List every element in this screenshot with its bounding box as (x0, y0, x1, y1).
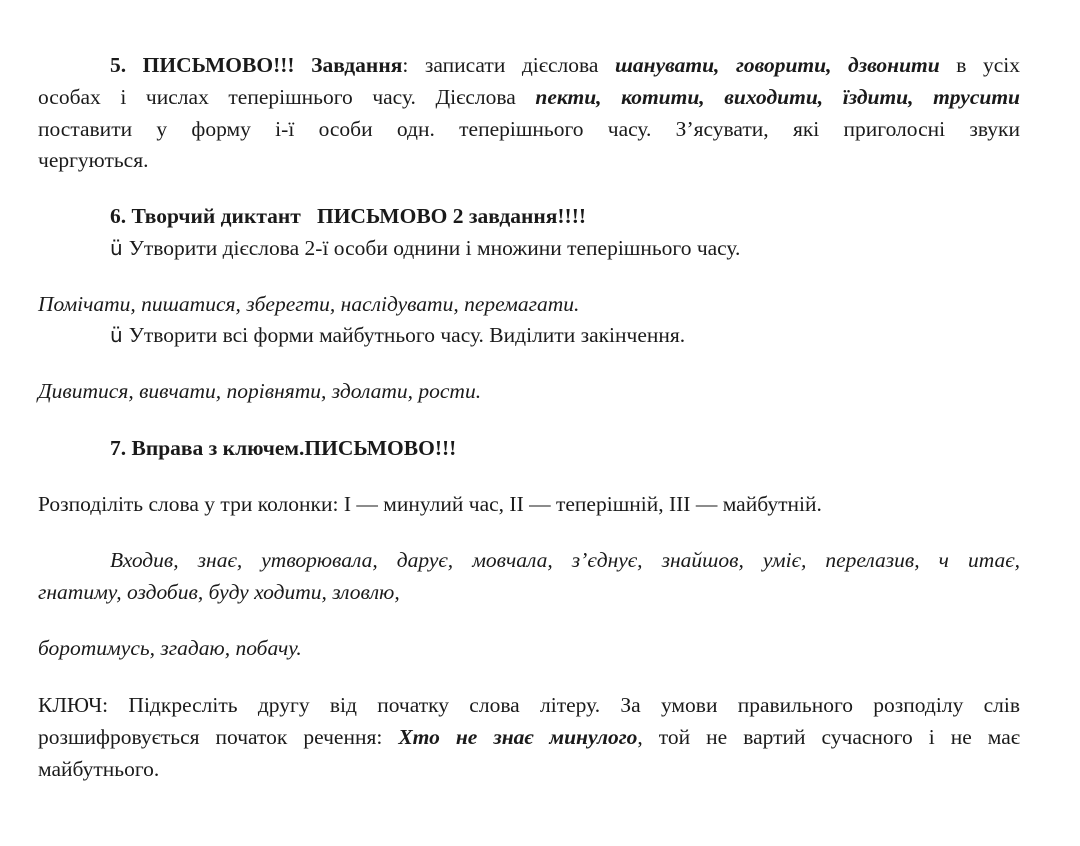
task5-line-2 (38, 84, 1020, 110)
task7-words-line-2: гнатиму, оздобив, буду ходити, зловлю, (38, 580, 400, 604)
task6-words-1: Помічати, пишатися, зберегти, наслідувати, перемагати. (38, 292, 580, 316)
task5-verbs-2: пекти, котити, виходити, їздити, трусити (535, 85, 1021, 109)
task5-line-3: поставити у форму і-ї особи одн. теперішнього часу. З’ясувати, які приголосні звуки (38, 117, 1020, 141)
key-line-1: КЛЮЧ: Підкресліть другу від початку слова літеру. За умови правильного розподілу слів (38, 693, 1020, 717)
task5-line-4: чергуються. (38, 148, 149, 172)
key-sentence: Хто не знає минулого (398, 725, 638, 749)
task6-bullet-2-text: Утворити всі форми майбутнього часу. Виділити закінчення. (128, 323, 686, 347)
task5-number: 5. ПИСЬМОВО!!! (110, 53, 295, 77)
task5-text-1b: в усіх (939, 53, 1020, 77)
task5-label: Завдання (311, 53, 403, 77)
task5-verbs-1: шанувати, говорити, дзвонити (615, 53, 940, 77)
task5-text-2a: особах і числах теперішнього часу. Дієслова (38, 85, 536, 109)
task7-words-line-3: боротимусь, згадаю, побачу. (38, 636, 302, 660)
key-line-2 (38, 724, 1020, 750)
key-text-2a: розшифровується початок речення: (38, 725, 399, 749)
task6-words-2: Дивитися, вивчати, порівняти, здолати, рости. (38, 379, 482, 403)
task7-heading: 7. Вправа з ключем.ПИСЬМОВО!!! (110, 436, 457, 460)
key-text-2b: , той не вартий сучасного і не має (637, 725, 1020, 749)
key-line-3: майбутнього. (38, 757, 160, 781)
task5-line-1 (110, 52, 1020, 78)
task6-bullet-2 (110, 322, 685, 348)
task7-words-line-1: Входив, знає, утворювала, дарує, мовчала, з’єднує, знайшов, уміє, перелазив, ч итає, (110, 548, 1020, 572)
task5-text-1a: : записати дієслова (402, 53, 615, 77)
task6-bullet-1-text: Утворити дієслова 2-ї особи однини і множини теперішнього часу. (128, 236, 741, 260)
checkmark-icon: ü (110, 236, 123, 260)
task7-instruction: Розподіліть слова у три колонки: І — минулий час, ІІ — теперішній, ІІІ — майбутній. (38, 492, 822, 516)
task6-heading: 6. Творчий диктант ПИСЬМОВО 2 завдання!!!! (110, 204, 587, 228)
checkmark-icon: ü (110, 323, 123, 347)
task6-bullet-1 (110, 235, 740, 261)
